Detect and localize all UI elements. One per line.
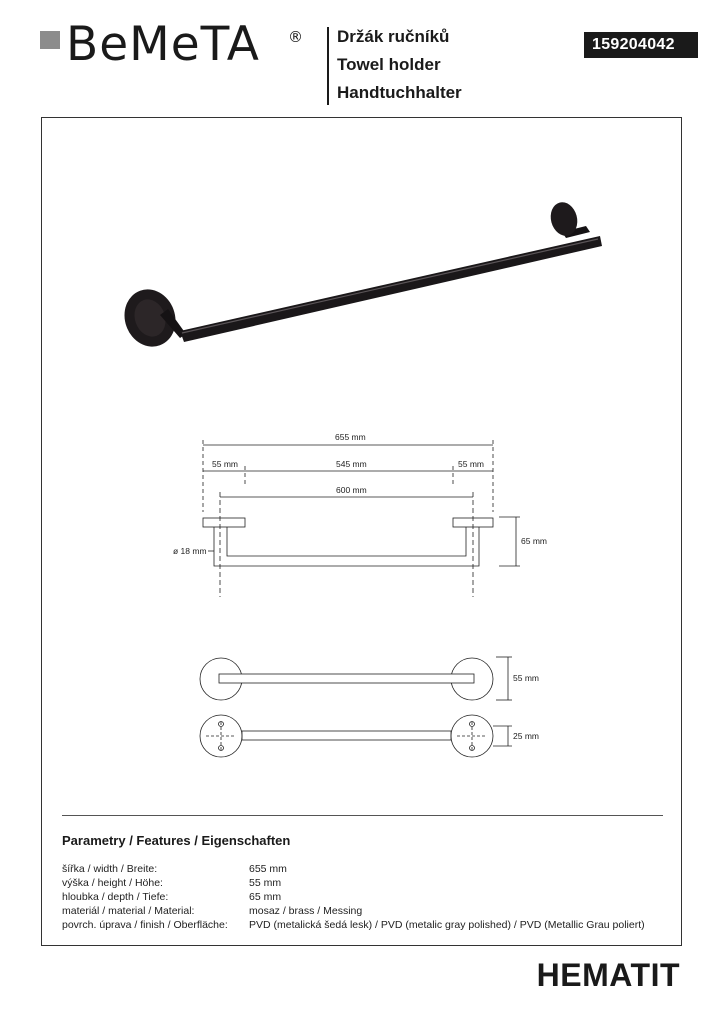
front-view-labels [173,432,547,556]
param-value: PVD (metalická šedá lesk) / PVD (metalic gray polished) / PVD (Metallic Grau poliert) [249,919,645,931]
dim-diameter-label: ø 18 mm [173,546,207,556]
param-value: 655 mm [249,863,287,875]
product-title-de: Handtuchhalter [337,83,462,102]
product-title-en: Towel holder [337,55,441,74]
dim-left-label: 55 mm [212,459,238,469]
dim-depth-label: 65 mm [521,536,547,546]
param-label: šířka / width / Breite: [62,863,158,875]
param-label: výška / height / Höhe: [62,877,163,889]
product-title-cs: Držák ručníků [337,27,450,46]
parameters-title: Parametry / Features / Eigenschaften [62,833,291,848]
finish-name: HEMATIT [536,957,680,993]
parameters-divider [62,815,663,816]
product-code-badge: 159204042 [584,32,698,58]
param-value: 65 mm [249,891,282,903]
registered-mark: ® [288,28,303,46]
param-label: povrch. úprava / finish / Oberfläche: [62,919,228,931]
param-value: mosaz / brass / Messing [249,905,363,917]
dim-axis-label: 600 mm [336,485,367,495]
param-label: hloubka / depth / Tiefe: [62,891,169,903]
dim-bar-label: 25 mm [513,731,539,741]
dim-center-label: 545 mm [336,459,367,469]
dim-rosette-label: 55 mm [513,673,539,683]
product-render [117,199,602,354]
param-value: 55 mm [249,877,282,889]
mounting-view [200,715,512,757]
brand-logo: BeMeTA [66,17,260,72]
param-label: materiál / material / Material: [62,905,195,917]
top-view [200,657,512,700]
dim-total-label: 655 mm [335,432,366,442]
dim-right-label: 55 mm [458,459,484,469]
top-mounting-labels [513,673,539,741]
